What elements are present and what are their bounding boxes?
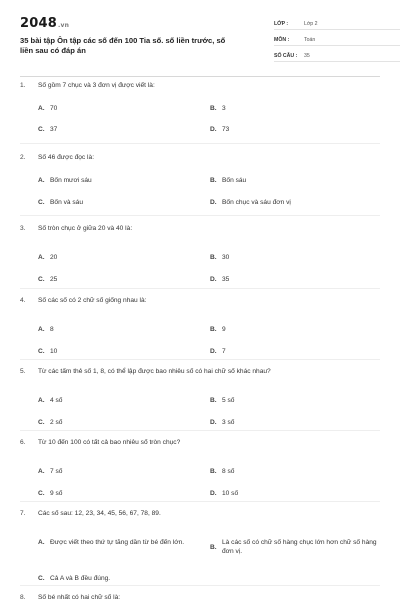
question-6 bbox=[20, 437, 380, 497]
option-d[interactable] bbox=[210, 275, 342, 284]
option-text: 70 bbox=[50, 105, 58, 112]
meta-value: Lớp 2 bbox=[304, 21, 318, 27]
option-a[interactable] bbox=[38, 325, 170, 334]
option-b[interactable] bbox=[210, 104, 342, 113]
option-b[interactable] bbox=[210, 325, 342, 334]
question-divider bbox=[20, 359, 380, 360]
option-c[interactable] bbox=[38, 574, 170, 583]
question-text: Số 46 được đọc là: bbox=[38, 153, 95, 161]
option-letter: B. bbox=[210, 397, 217, 404]
option-letter: D. bbox=[210, 419, 217, 426]
option-text: 3 số bbox=[222, 419, 235, 426]
header-divider bbox=[20, 76, 380, 77]
option-letter: A. bbox=[38, 105, 45, 112]
question-number: 7. bbox=[20, 509, 26, 517]
logo-suffix: .vn bbox=[57, 22, 70, 29]
option-text: Bốn mươi sáu bbox=[50, 177, 92, 184]
option-d[interactable] bbox=[210, 125, 342, 134]
option-letter: C. bbox=[38, 490, 45, 497]
option-letter: C. bbox=[38, 276, 45, 283]
meta-label: LỚP : bbox=[274, 21, 289, 27]
question-number: 8. bbox=[20, 593, 26, 600]
meta-row-subject bbox=[274, 32, 400, 46]
option-d[interactable] bbox=[210, 347, 342, 356]
option-letter: A. bbox=[38, 397, 45, 404]
question-text: Số gồm 7 chục và 3 đơn vị được viết là: bbox=[38, 81, 155, 89]
option-text: 37 bbox=[50, 126, 58, 133]
option-letter: C. bbox=[38, 199, 45, 206]
option-letter: C. bbox=[38, 419, 45, 426]
option-a[interactable] bbox=[38, 176, 170, 185]
question-3 bbox=[20, 223, 380, 283]
option-letter: B. bbox=[210, 326, 217, 333]
option-b[interactable] bbox=[210, 396, 342, 405]
option-a[interactable] bbox=[38, 253, 170, 262]
option-a[interactable] bbox=[38, 396, 170, 405]
option-text: Bốn và sáu bbox=[50, 199, 83, 206]
question-2 bbox=[20, 152, 380, 206]
question-text: Số các số có 2 chữ số giống nhau là: bbox=[38, 296, 147, 304]
option-letter: A. bbox=[38, 539, 45, 546]
document-title: 35 bài tập Ôn tập các số đến 100 Tia số. số liền trước, số liền sau có đáp án bbox=[20, 36, 226, 55]
question-4 bbox=[20, 295, 380, 355]
logo-main: 2048 bbox=[20, 16, 57, 31]
option-c[interactable] bbox=[38, 125, 170, 134]
option-letter: B. bbox=[210, 543, 217, 551]
option-b[interactable] bbox=[210, 253, 342, 262]
option-text: 4 số bbox=[50, 397, 63, 404]
document-meta bbox=[274, 16, 400, 64]
option-text: 8 bbox=[50, 326, 54, 333]
option-a[interactable] bbox=[38, 538, 200, 547]
question-divider bbox=[20, 288, 380, 289]
option-letter: C. bbox=[38, 348, 45, 355]
question-number: 6. bbox=[20, 438, 26, 446]
question-number: 2. bbox=[20, 153, 26, 161]
question-text: Từ 10 đến 100 có tất cả bao nhiêu số tròn chục? bbox=[38, 438, 181, 446]
option-letter: A. bbox=[38, 177, 45, 184]
option-letter: D. bbox=[210, 276, 217, 283]
meta-label: MÔN : bbox=[274, 37, 290, 43]
question-7 bbox=[20, 508, 380, 582]
option-text: Cả A và B đều đúng. bbox=[50, 575, 111, 582]
question-text: Các số sau: 12, 23, 34, 45, 56, 67, 78, 89. bbox=[38, 509, 161, 517]
question-number: 5. bbox=[20, 367, 26, 375]
option-d[interactable] bbox=[210, 418, 342, 427]
meta-row-grade bbox=[274, 16, 400, 30]
option-c[interactable] bbox=[38, 347, 170, 356]
option-text: Được viết theo thứ tự tăng dần từ bé đến lớn. bbox=[50, 539, 185, 546]
option-text: 5 số bbox=[222, 397, 235, 404]
option-c[interactable] bbox=[38, 489, 170, 498]
question-divider bbox=[20, 430, 380, 431]
question-8 bbox=[20, 592, 380, 600]
option-text: 2 số bbox=[50, 419, 63, 426]
question-divider bbox=[20, 143, 380, 144]
option-d[interactable] bbox=[210, 198, 342, 207]
option-text: 35 bbox=[222, 276, 230, 283]
question-number: 4. bbox=[20, 296, 26, 304]
option-text: 7 bbox=[222, 348, 226, 355]
option-text: 8 số bbox=[222, 468, 235, 475]
option-text: 25 bbox=[50, 276, 58, 283]
question-1 bbox=[20, 80, 380, 133]
option-letter: A. bbox=[38, 468, 45, 475]
option-letter: D. bbox=[210, 126, 217, 133]
option-letter: D. bbox=[210, 199, 217, 206]
meta-label: SỐ CÂU : bbox=[274, 53, 298, 59]
question-divider bbox=[20, 215, 380, 216]
option-text: 30 bbox=[222, 254, 230, 261]
option-letter: C. bbox=[38, 126, 45, 133]
meta-value: 35 bbox=[304, 53, 310, 59]
question-text: Số bé nhất có hai chữ số là: bbox=[38, 593, 121, 600]
option-text: 73 bbox=[222, 126, 230, 133]
question-text: Số tròn chục ở giữa 20 và 40 là: bbox=[38, 224, 133, 232]
option-letter: D. bbox=[210, 490, 217, 497]
option-c[interactable] bbox=[38, 275, 170, 284]
option-text: 9 bbox=[222, 326, 226, 333]
option-letter: D. bbox=[210, 348, 217, 355]
option-c[interactable] bbox=[38, 198, 170, 207]
option-text: 10 số bbox=[222, 490, 239, 497]
option-d[interactable] bbox=[210, 489, 342, 498]
option-text: 3 bbox=[222, 105, 226, 112]
option-letter: B. bbox=[210, 468, 217, 475]
option-b[interactable] bbox=[210, 538, 382, 556]
option-letter: C. bbox=[38, 575, 45, 582]
option-text: 10 bbox=[50, 348, 58, 355]
meta-row-count bbox=[274, 48, 400, 62]
document-header bbox=[20, 16, 380, 76]
option-text: Là các số có chữ số hàng chục lớn hơn chữ số hàng đơn vị. bbox=[222, 539, 377, 555]
option-c[interactable] bbox=[38, 418, 170, 427]
option-letter: B. bbox=[210, 177, 217, 184]
option-a[interactable] bbox=[38, 104, 170, 113]
option-b[interactable] bbox=[210, 467, 342, 476]
question-divider bbox=[20, 501, 380, 502]
option-text: 7 số bbox=[50, 468, 63, 475]
option-letter: A. bbox=[38, 254, 45, 261]
question-5 bbox=[20, 366, 380, 426]
question-number: 3. bbox=[20, 224, 26, 232]
option-b[interactable] bbox=[210, 176, 342, 185]
option-text: Bốn chục và sáu đơn vị bbox=[222, 199, 291, 206]
question-divider bbox=[20, 585, 380, 586]
option-a[interactable] bbox=[38, 467, 170, 476]
option-text: 20 bbox=[50, 254, 58, 261]
option-letter: A. bbox=[38, 326, 45, 333]
meta-value: Toán bbox=[304, 37, 316, 43]
option-text: Bốn sáu bbox=[222, 177, 247, 184]
question-number: 1. bbox=[20, 81, 26, 89]
option-text: 9 số bbox=[50, 490, 63, 497]
option-letter: B. bbox=[210, 254, 217, 261]
question-text: Từ các tấm thẻ số 1, 8, có thể lập được bao nhiêu số có hai chữ số khác nhau? bbox=[38, 367, 271, 375]
option-letter: B. bbox=[210, 105, 217, 112]
